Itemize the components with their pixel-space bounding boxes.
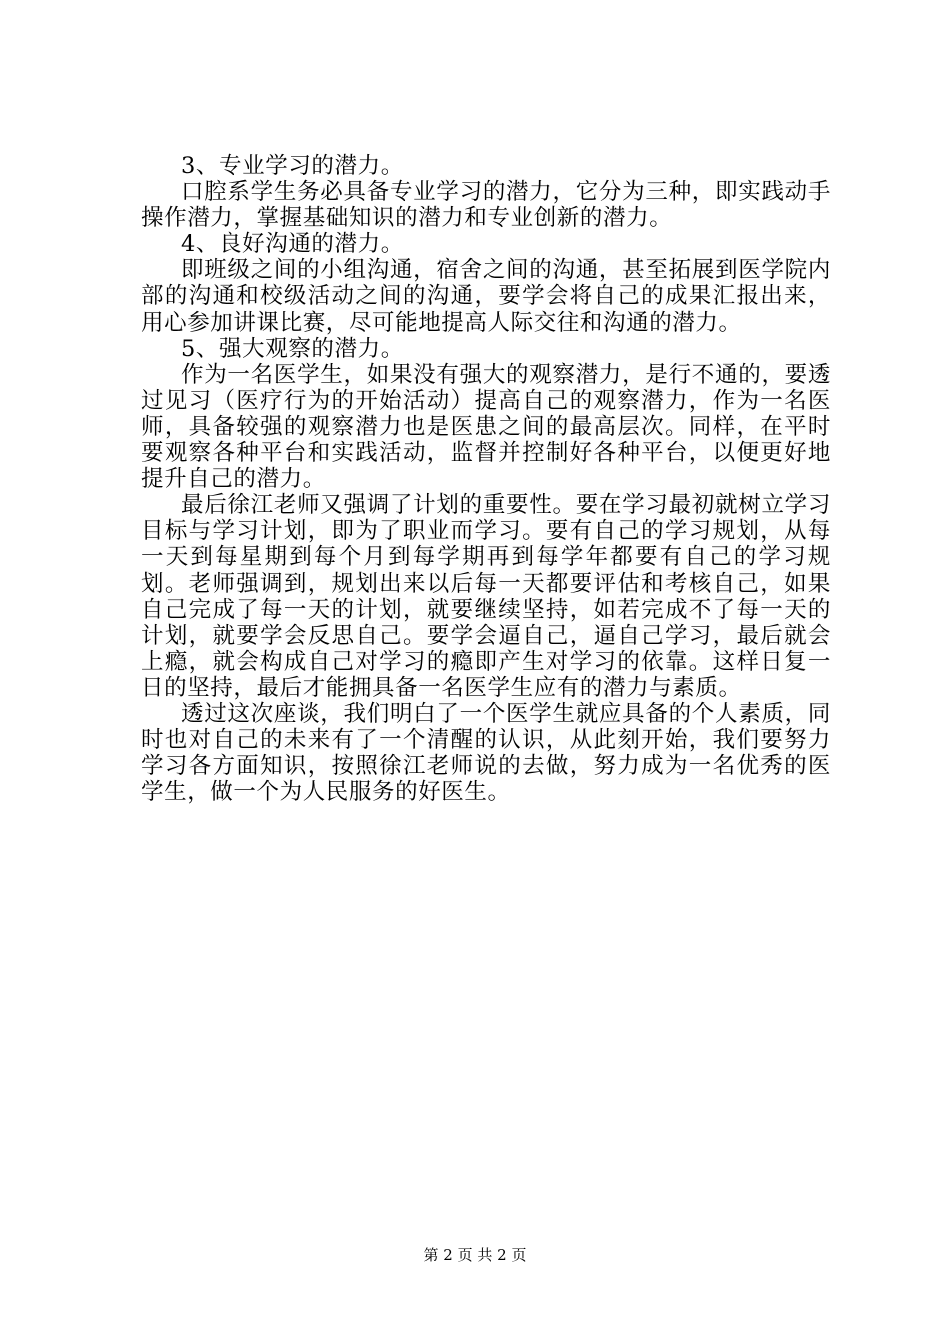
heading-observation: 5、强大观察的潜力。 bbox=[181, 335, 404, 362]
paragraph-conclusion: 透过这次座谈，我们明白了一个医学生就应具备的个人素质，同时也对自己的未来有了一个清醒的认识，从此刻开始，我们要努力学习各方面知识，按照徐江老师说的去做，努力成为一名优秀的医学生，做一个为人民服务的好医生。 bbox=[141, 700, 831, 806]
paragraph-professional-learning: 口腔系学生务必具备专业学习的潜力，它分为三种，即实践动手操作潜力，掌握基础知识的潜力和专业创新的潜力。 bbox=[141, 179, 831, 232]
document-body bbox=[141, 153, 831, 805]
heading-professional-learning: 3、专业学习的潜力。 bbox=[181, 153, 404, 179]
paragraph-observation: 作为一名医学生，如果没有强大的观察潜力，是行不通的，要透过见习（医疗行为的开始活动）提高自己的观察潜力，作为一名医师，具备较强的观察潜力也是医患之间的最高层次。同样，在平时要观察各种平台和实践活动，监督并控制好各种平台，以便更好地提升自己的潜力。 bbox=[141, 361, 831, 493]
page-footer: 第 2 页 共 2 页 bbox=[423, 1246, 527, 1264]
paragraph-communication: 即班级之间的小组沟通，宿舍之间的沟通，甚至拓展到医学院内部的沟通和校级活动之间的沟通，要学会将自己的成果汇报出来，用心参加讲课比赛，尽可能地提高人际交往和沟通的潜力。 bbox=[141, 257, 831, 336]
heading-communication: 4、良好沟通的潜力。 bbox=[181, 231, 404, 258]
paragraph-planning: 最后徐江老师又强调了计划的重要性。要在学习最初就树立学习目标与学习计划，即为了职业而学习。要有自己的学习规划，从每一天到每星期到每个月到每学期再到每学年都要有自己的学习规划。老师强调到，规划出来以后每一天都要评估和考核自己，如果自己完成了每一天的计划，就要继续坚持，如若完成不了每一天的计划，就要学会反思自己。要学会逼自己，逼自己学习，最后就会上瘾，就会构成自己对学习的瘾即产生对学习的依靠。这样日复一日的坚持，最后才能拥具备一名医学生应有的潜力与素质。 bbox=[141, 492, 831, 701]
